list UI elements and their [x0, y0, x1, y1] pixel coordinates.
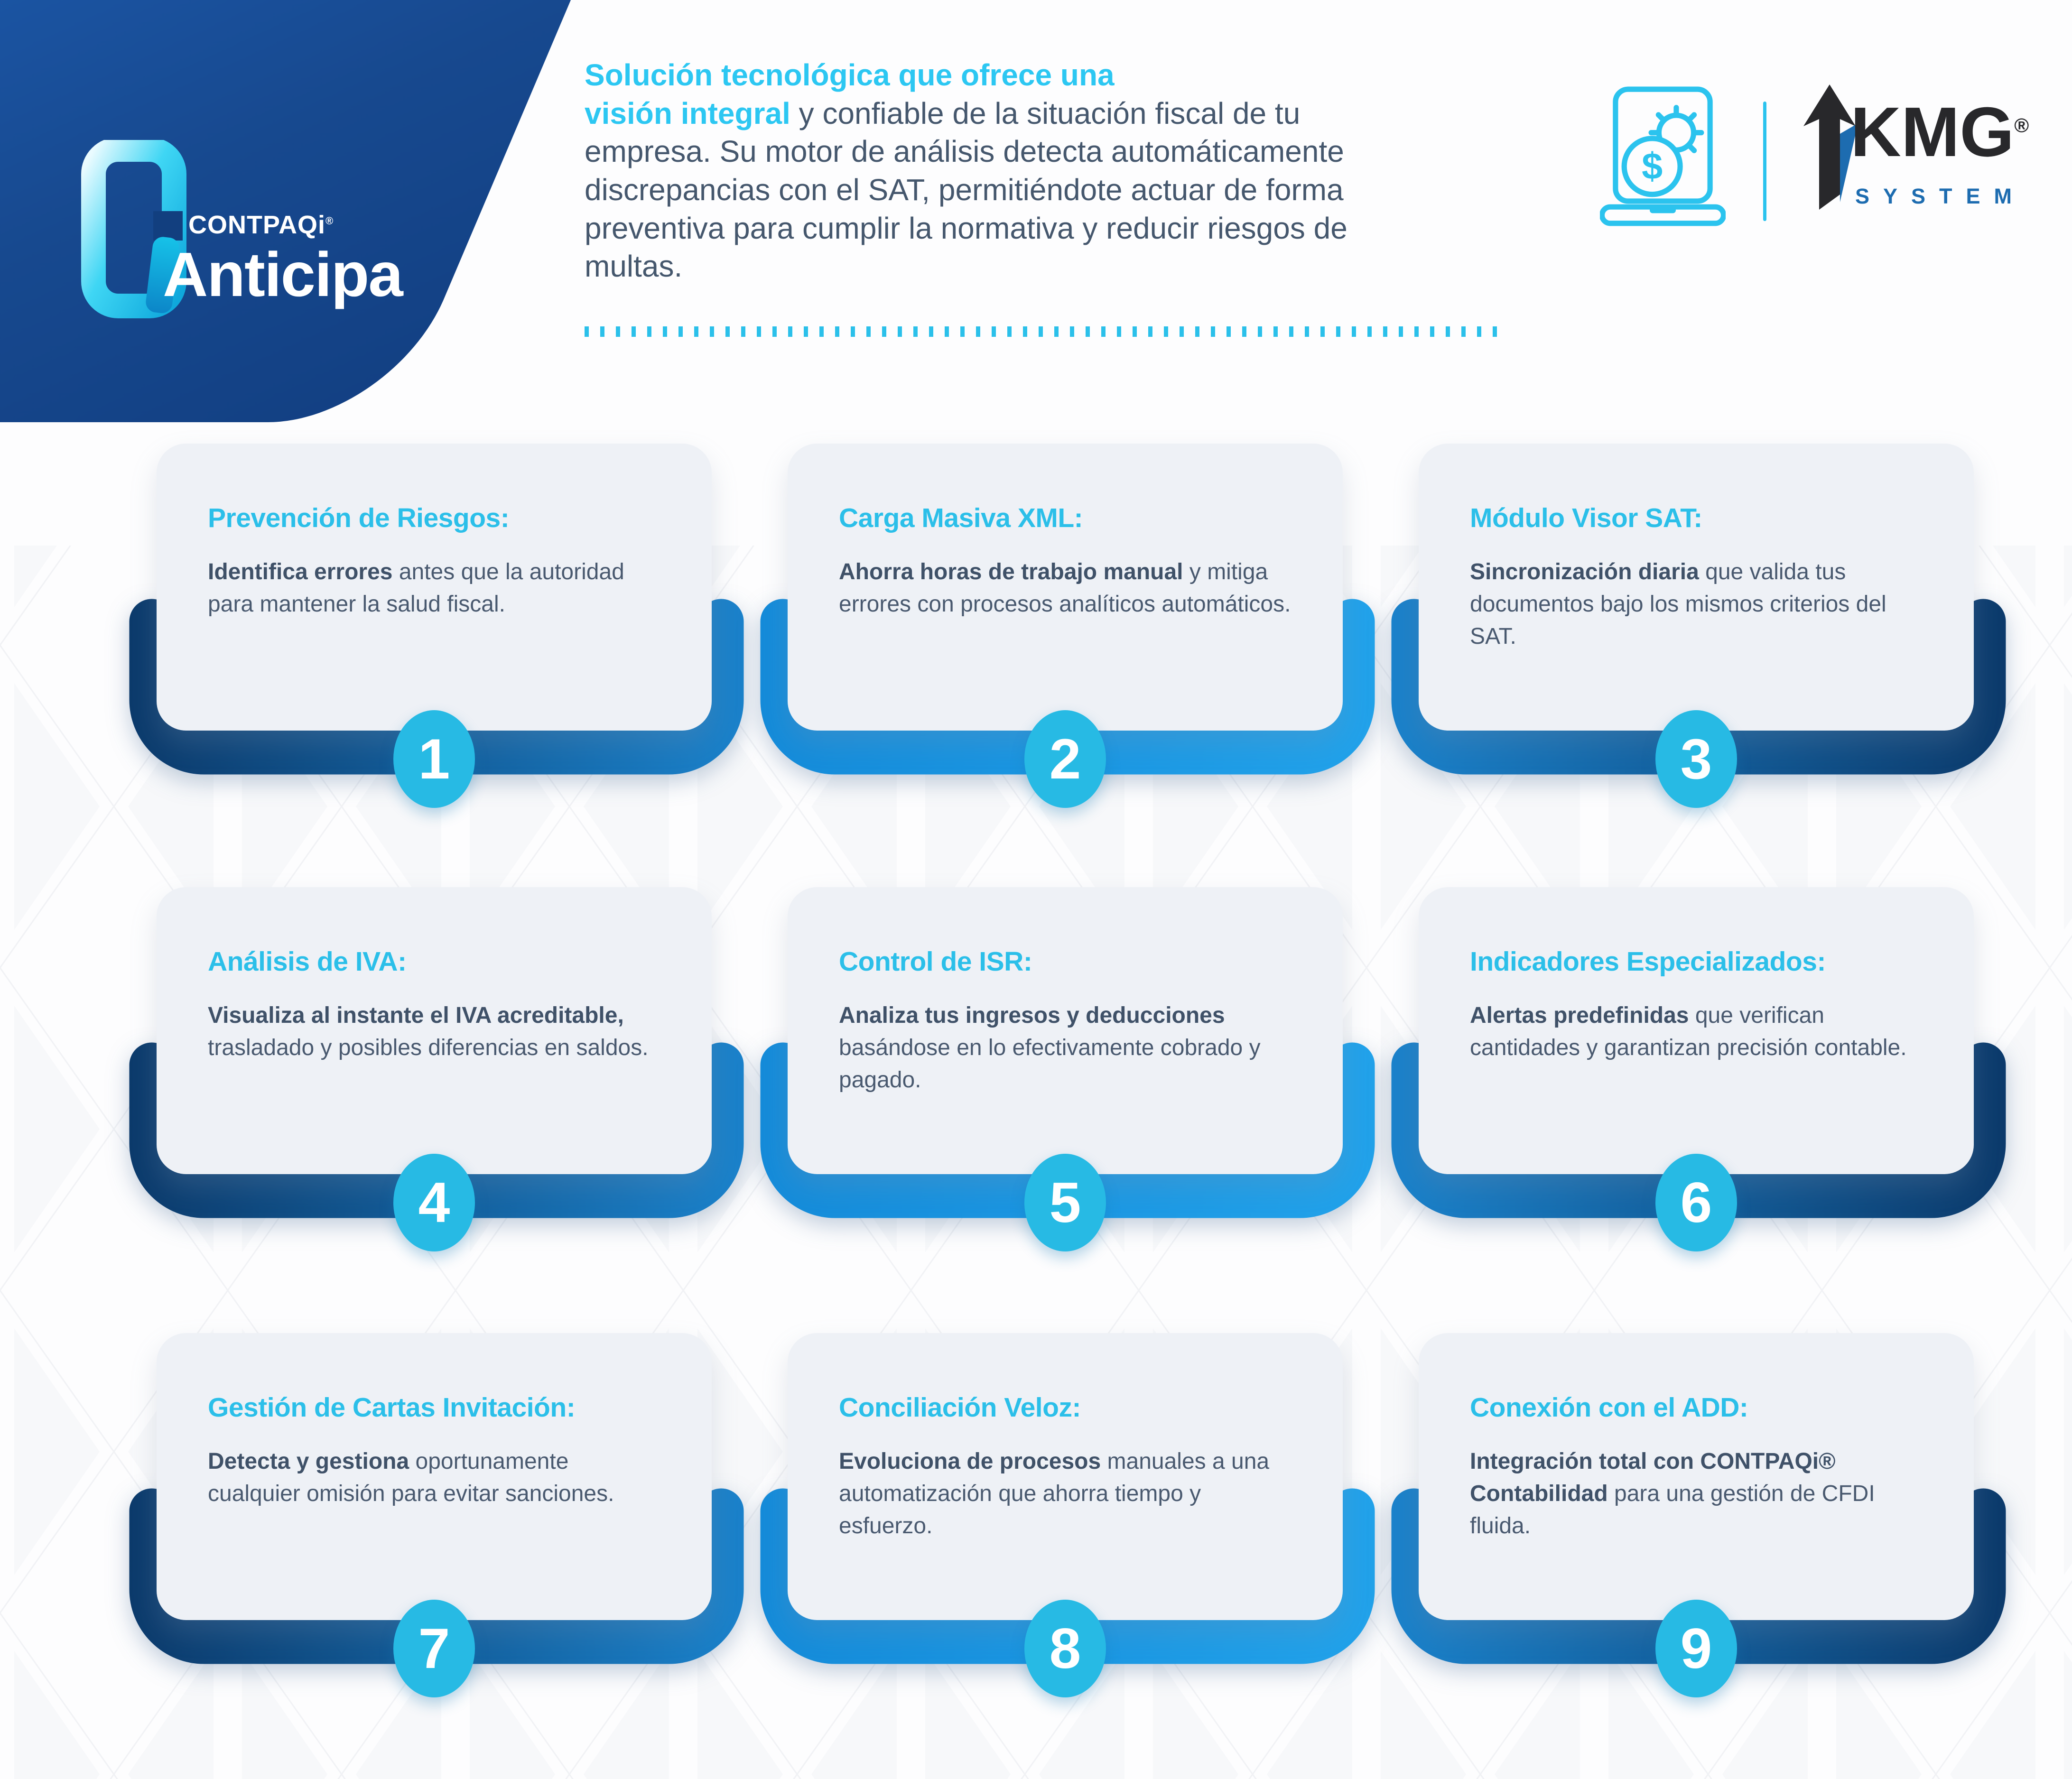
kmg-name: [1850, 92, 2029, 173]
feature-card-5: [788, 887, 1343, 1234]
card-lead: Identifica errores: [208, 559, 393, 584]
card-surface: [157, 1333, 712, 1620]
card-title: Gestión de Cartas Invitación:: [208, 1392, 576, 1423]
kmg-subtitle: SYSTEM: [1855, 184, 2026, 208]
feature-card-1: [157, 444, 712, 791]
step-number-badge: 8: [1024, 1600, 1106, 1697]
kmg-system-logo: [1797, 82, 2029, 229]
card-lead: Analiza tus ingresos y deducciones: [839, 1002, 1225, 1028]
step-number-badge: 6: [1655, 1154, 1737, 1251]
card-surface: [157, 444, 712, 731]
card-rest: oportunamente cualquier omisión para evitar sanciones.: [208, 1448, 614, 1506]
card-lead: Visualiza al instante el IVA acreditable,: [208, 1002, 624, 1028]
card-lead: Detecta y gestiona: [208, 1448, 409, 1474]
feature-card-4: [157, 887, 712, 1234]
card-body: [839, 1445, 1292, 1542]
card-title: Control de ISR:: [839, 946, 1032, 977]
brand-reg-mark: ®: [325, 215, 334, 227]
feature-card-9: [1419, 1333, 1974, 1680]
step-number-badge: 4: [393, 1154, 475, 1251]
card-lead: Sincronización diaria: [1470, 559, 1699, 584]
card-body: [1470, 1445, 1923, 1542]
card-surface: [788, 444, 1343, 731]
card-title: Carga Masiva XML:: [839, 503, 1083, 533]
step-number-badge: 3: [1655, 710, 1737, 808]
card-body: [1470, 556, 1923, 653]
card-title: Análisis de IVA:: [208, 946, 407, 977]
card-rest: que verifican cantidades y garantizan precisión contable.: [1470, 1002, 1907, 1060]
headline-rest: y confiable de la situación fiscal de tu empresa. Su motor de análisis detecta automáticamente discrepancias con el SAT, permitiéndote actuar de forma preventiva para cumplir la normativa y reducir riesgos de multas.: [585, 96, 1347, 284]
contpaqi-anticipa-logo: [78, 140, 439, 339]
laptop-finance-icon: [1600, 85, 1726, 230]
card-rest: que valida tus documentos bajo los mismos criterios del SAT.: [1470, 559, 1886, 649]
card-lead: Integración total con CONTPAQi® Contabilidad: [1470, 1448, 1836, 1506]
card-rest: trasladado y posibles diferencias en saldos.: [208, 1035, 649, 1060]
card-lead: Ahorra horas de trabajo manual: [839, 559, 1183, 584]
card-body: [208, 1445, 660, 1510]
card-title: Conexión con el ADD:: [1470, 1392, 1748, 1423]
step-number-badge: 7: [393, 1600, 475, 1697]
brand-product-name: Anticipa: [163, 240, 402, 309]
card-body: [208, 556, 660, 621]
kmg-reg-mark: ®: [2014, 114, 2029, 137]
card-surface: [788, 887, 1343, 1174]
headline-accent-line1: Solución tecnológica que ofrece una: [585, 58, 1115, 92]
card-surface: [1419, 1333, 1974, 1620]
feature-card-8: [788, 1333, 1343, 1680]
feature-card-3: [1419, 444, 1974, 791]
card-body: [1470, 1000, 1923, 1064]
dotted-separator: [585, 326, 1505, 337]
brand-name-text: CONTPAQi: [188, 211, 325, 239]
card-title: Módulo Visor SAT:: [1470, 503, 1702, 533]
card-title: Prevención de Riesgos:: [208, 503, 510, 533]
card-surface: [1419, 887, 1974, 1174]
step-number-badge: 2: [1024, 710, 1106, 808]
headline-accent-line2: visión integral: [585, 96, 790, 130]
card-surface: [788, 1333, 1343, 1620]
brand-name: [188, 210, 334, 240]
card-body: [208, 1000, 660, 1064]
step-number-badge: 5: [1024, 1154, 1106, 1251]
card-lead: Alertas predefinidas: [1470, 1002, 1689, 1028]
card-rest: antes que la autoridad para mantener la salud fiscal.: [208, 559, 624, 617]
card-rest: y mitiga errores con procesos analíticos automáticos.: [839, 559, 1291, 617]
card-rest: manuales a una automatización que ahorra tiempo y esfuerzo.: [839, 1448, 1270, 1538]
card-surface: [1419, 444, 1974, 731]
coin-dollar-symbol: $: [1642, 145, 1663, 187]
card-rest: para una gestión de CFDI fluida.: [1470, 1481, 1875, 1538]
kmg-name-text: KMG: [1850, 93, 2015, 171]
step-number-badge: 9: [1655, 1600, 1737, 1697]
card-body: [839, 1000, 1292, 1096]
header-divider: [1763, 102, 1766, 221]
card-body: [839, 556, 1292, 621]
card-title: Indicadores Especializados:: [1470, 946, 1826, 977]
step-number-badge: 1: [393, 710, 475, 808]
feature-card-6: [1419, 887, 1974, 1234]
card-rest: basándose en lo efectivamente cobrado y pagado.: [839, 1035, 1261, 1093]
headline: [585, 56, 1386, 286]
feature-card-2: [788, 444, 1343, 791]
card-surface: [157, 887, 712, 1174]
feature-card-7: [157, 1333, 712, 1680]
card-lead: Evoluciona de procesos: [839, 1448, 1101, 1474]
card-title: Conciliación Veloz:: [839, 1392, 1081, 1423]
